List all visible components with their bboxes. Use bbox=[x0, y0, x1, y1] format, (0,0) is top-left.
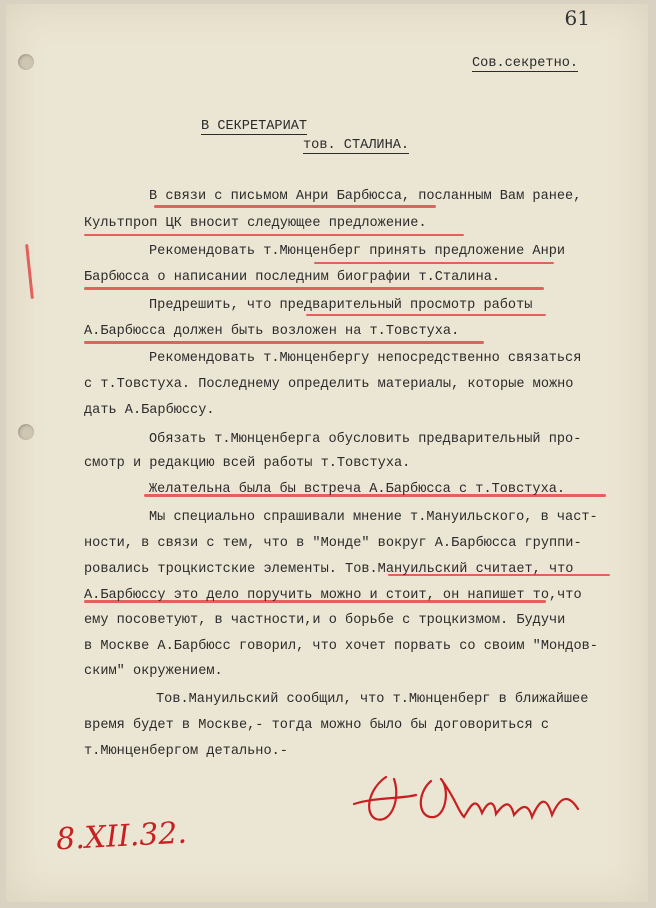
body-line: В связи с письмом Анри Барбюсса, посланным Вам ранее, bbox=[149, 189, 582, 204]
signature bbox=[346, 759, 596, 839]
page-number: 61 bbox=[564, 6, 590, 30]
body-line: дать А.Барбюссу. bbox=[84, 403, 215, 418]
body-line: Обязать т.Мюнценберга обусловить предварительный про- bbox=[149, 432, 582, 447]
body-line: Рекомендовать т.Мюнценберг принять предложение Анри bbox=[149, 244, 566, 259]
body-line: ности, в связи с тем, что в "Монде" вокруг А.Барбюсса группи- bbox=[84, 536, 582, 551]
body-line: Культпроп ЦК вносит следующее предложение. bbox=[84, 216, 427, 231]
body-line: Рекомендовать т.Мюнценбергу непосредственно связаться bbox=[149, 351, 582, 366]
body-line: Тов.Мануильский сообщил, что т.Мюнценберг в ближайшее bbox=[156, 692, 589, 707]
body-line: А.Барбюсса должен быть возложен на т.Товстуха. bbox=[84, 324, 460, 339]
addressee-line-1: В СЕКРЕТАРИАТ bbox=[201, 119, 308, 134]
body-line: Мы специально спрашивали мнение т.Мануильского, в част- bbox=[149, 510, 598, 525]
handwritten-date: 8.XII.32. bbox=[55, 815, 188, 858]
body-line: Барбюсса о написании последним биографии т.Сталина. bbox=[84, 270, 501, 285]
body-line: ским" окружением. bbox=[84, 664, 223, 679]
body-line: т.Мюнценбергом детально.- bbox=[84, 744, 288, 759]
body-line: Желательна была бы встреча А.Барбюсса с т.Товстуха. bbox=[149, 482, 566, 497]
body-line: время будет в Москве,- тогда можно было бы договориться с bbox=[84, 718, 549, 733]
classification-stamp: Сов.секретно. bbox=[472, 56, 579, 71]
body-line: ему посоветуют, в частности,и о борьбе с троцкизмом. Будучи bbox=[84, 613, 566, 628]
body-line: ровались троцкистские элементы. Тов.Мануильский считает, что bbox=[84, 562, 574, 577]
document-page bbox=[6, 4, 648, 902]
body-line: в Москве А.Барбюсс говорил, что хочет порвать со своим "Мондов- bbox=[84, 639, 598, 654]
body-line: с т.Товстуха. Последнему определить материалы, которые можно bbox=[84, 377, 574, 392]
body-line: А.Барбюссу это дело поручить можно и стоит, он напишет то,что bbox=[84, 588, 582, 603]
body-line: Предрешить, что предварительный просмотр работы bbox=[149, 298, 533, 313]
addressee-line-2: тов. СТАЛИНА. bbox=[303, 138, 410, 153]
body-line: смотр и редакцию всей работы т.Товстуха. bbox=[84, 456, 411, 471]
